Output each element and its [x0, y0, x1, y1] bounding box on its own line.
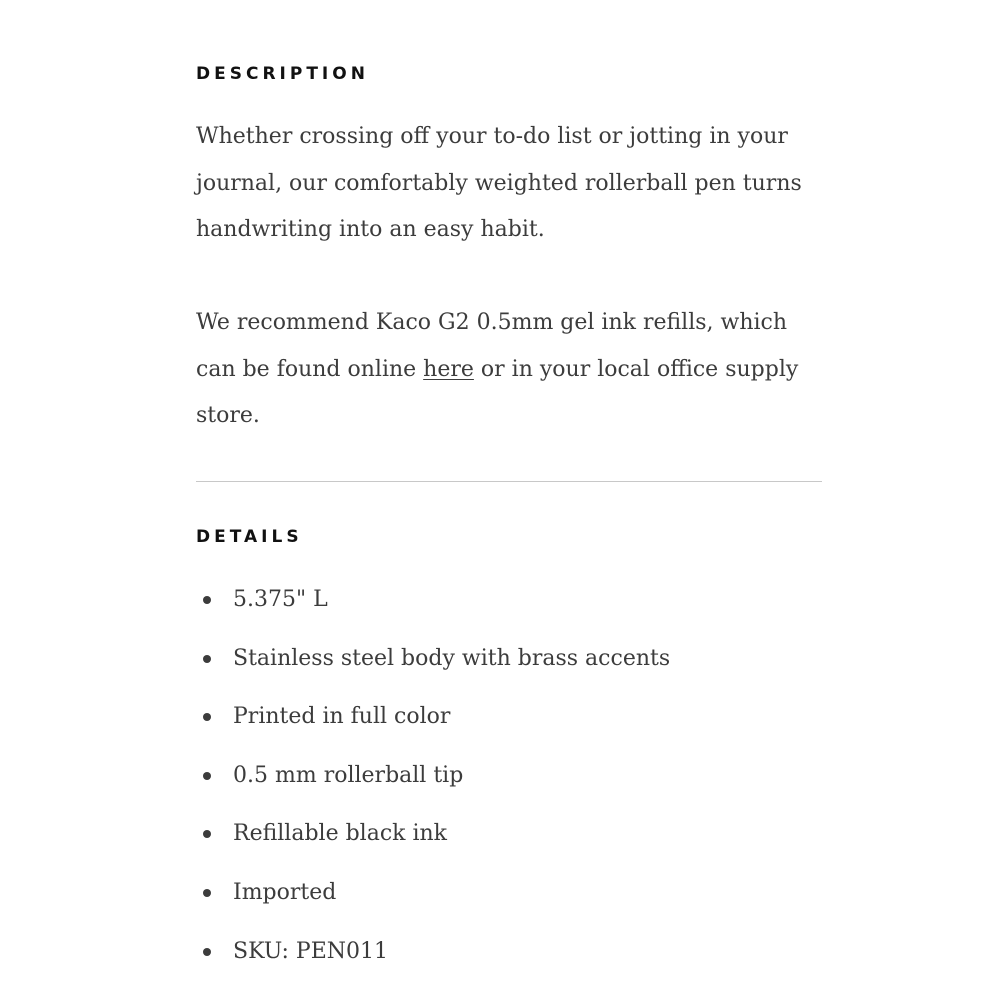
details-item-sku	[196, 929, 822, 988]
details-item-label: Refillable black ink	[233, 821, 447, 847]
bullet-icon	[203, 713, 211, 721]
section-divider	[196, 481, 822, 482]
details-item-label: Stainless steel body with brass accents	[233, 645, 671, 671]
bullet-icon	[203, 830, 211, 838]
details-item-origin	[196, 870, 822, 929]
description-heading: DESCRIPTION	[196, 64, 369, 84]
details-item-length	[196, 577, 822, 636]
refill-recommendation-paragraph	[196, 300, 822, 440]
details-item-label: 5.375" L	[233, 587, 328, 612]
description-paragraph: Whether crossing off your to-do list or jotting in your journal, our comfortably weighted rollerball pen turns handwriting into an easy habit.	[196, 124, 802, 242]
bullet-icon	[203, 889, 211, 897]
details-list	[196, 577, 822, 987]
details-item-ink	[196, 811, 822, 870]
details-item-label: 0.5 mm rollerball tip	[233, 762, 464, 788]
bullet-icon	[203, 948, 211, 956]
details-item-label: Printed in full color	[233, 704, 451, 730]
details-item-material	[196, 636, 822, 695]
details-item-print	[196, 694, 822, 753]
refills-online-link[interactable]: here	[423, 356, 474, 382]
bullet-icon	[203, 655, 211, 663]
details-item-label: Imported	[233, 879, 337, 905]
details-heading: DETAILS	[196, 527, 303, 547]
refill-text-before-link: We recommend Kaco G2 0.5mm gel ink refills, which can be found online	[196, 310, 788, 382]
details-item-tip	[196, 753, 822, 812]
bullet-icon	[203, 596, 211, 604]
details-item-label: SKU: PEN011	[233, 938, 388, 964]
refill-text-after-link: or in your local office supply store.	[196, 356, 799, 428]
bullet-icon	[203, 772, 211, 780]
